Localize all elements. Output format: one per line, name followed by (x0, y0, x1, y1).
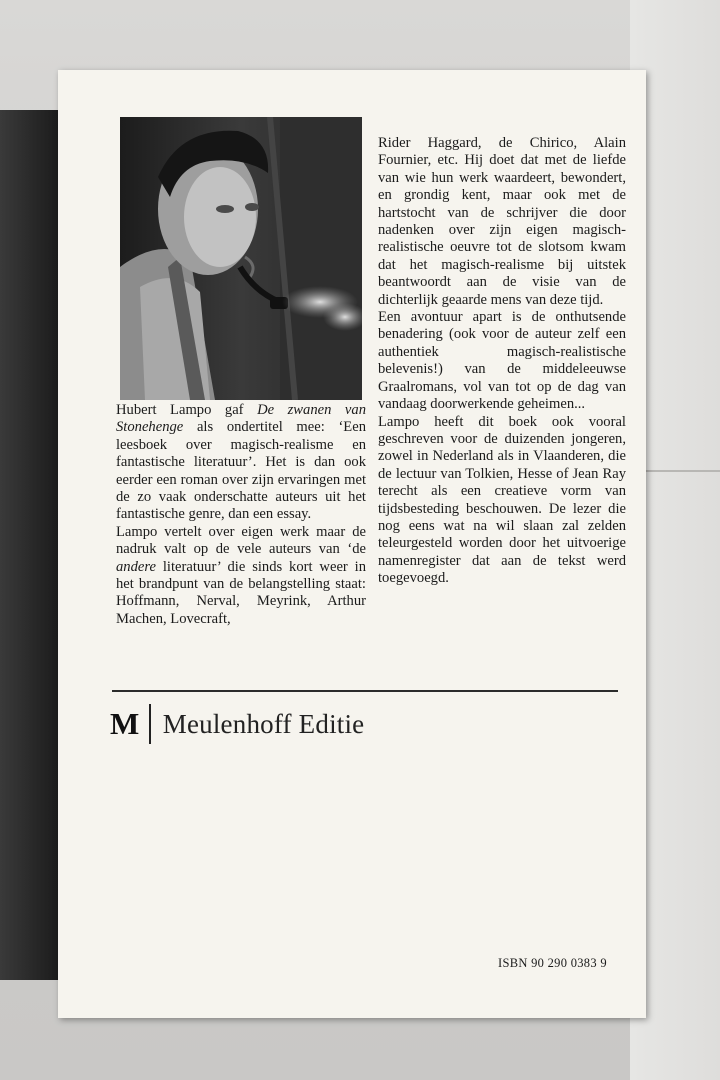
blurb-paragraph: Rider Haggard, de Chirico, Alain Fournier, etc. Hij doet dat met de liefde van wie hun werk waardeert, bewondert, en grondig kent, maar ook met de hartstocht van de schrijver die door nadenken over zijn eigen magisch-realistische oeuvre tot de slotsom kwam dat het magisch-realisme bij uitstek beantwoordt aan de visie van de dichterlijk geaarde mens van deze tijd. (378, 135, 626, 308)
blurb-paragraph (116, 524, 366, 628)
divider-rule (112, 690, 618, 692)
text-span: Lampo vertelt over eigen werk maar de nadruk valt op de vele auteurs van ‘de (116, 523, 366, 558)
blurb-paragraph (116, 402, 366, 524)
logo-divider (149, 704, 151, 744)
text-span: Hubert Lampo gaf (116, 402, 258, 418)
book-title-italic: De zwanen van Stonehenge (116, 402, 366, 436)
text-span: als ondertitel mee: ‘Een leesboek over magisch-realisme en fantastische literatuur’. Het is dan ook eerder een roman over zijn ervaringen met de zo vaak onderschatte auteurs uit het fantastische genre, dan een essay. (116, 419, 366, 523)
blurb-left-column (116, 402, 366, 628)
blurb-right-column (378, 135, 626, 588)
text-span: literatuur’ die sinds kort weer in het brandpunt van de belangstelling staat: Hoffmann, Nerval, Meyrink, Arthur Machen, Lovecraft, (116, 558, 366, 627)
publisher-m-mark: M (110, 706, 140, 741)
italic-word: andere (116, 558, 156, 575)
author-photo (120, 117, 362, 400)
publisher-name: Meulenhoff Editie (162, 708, 365, 739)
blurb-paragraph: Een avontuur apart is de onthutsende benadering (ook voor de auteur zelf een authentiek magisch-realistische belevenis!) van de middeleeuwse Graalromans, vol van tot op de dag van vandaag doorwerkende geheimen... (378, 309, 626, 413)
publisher-logo (110, 702, 364, 746)
isbn-number: ISBN 90 290 0383 9 (498, 956, 607, 970)
blurb-paragraph: Lampo heeft dit boek ook vooral geschreven voor de duizenden jongeren, zowel in Nederland als in Vlaanderen, die de lectuur van Tolkien, Hesse of Jean Ray terecht als een creatieve vorm van tijdsbesteding beschouwen. De lezer die nog eens wat na wil slaan zal zelden teleurgesteld worden door het uitvoerige namenregister dat aan de tekst werd toegevoegd. (378, 413, 626, 587)
